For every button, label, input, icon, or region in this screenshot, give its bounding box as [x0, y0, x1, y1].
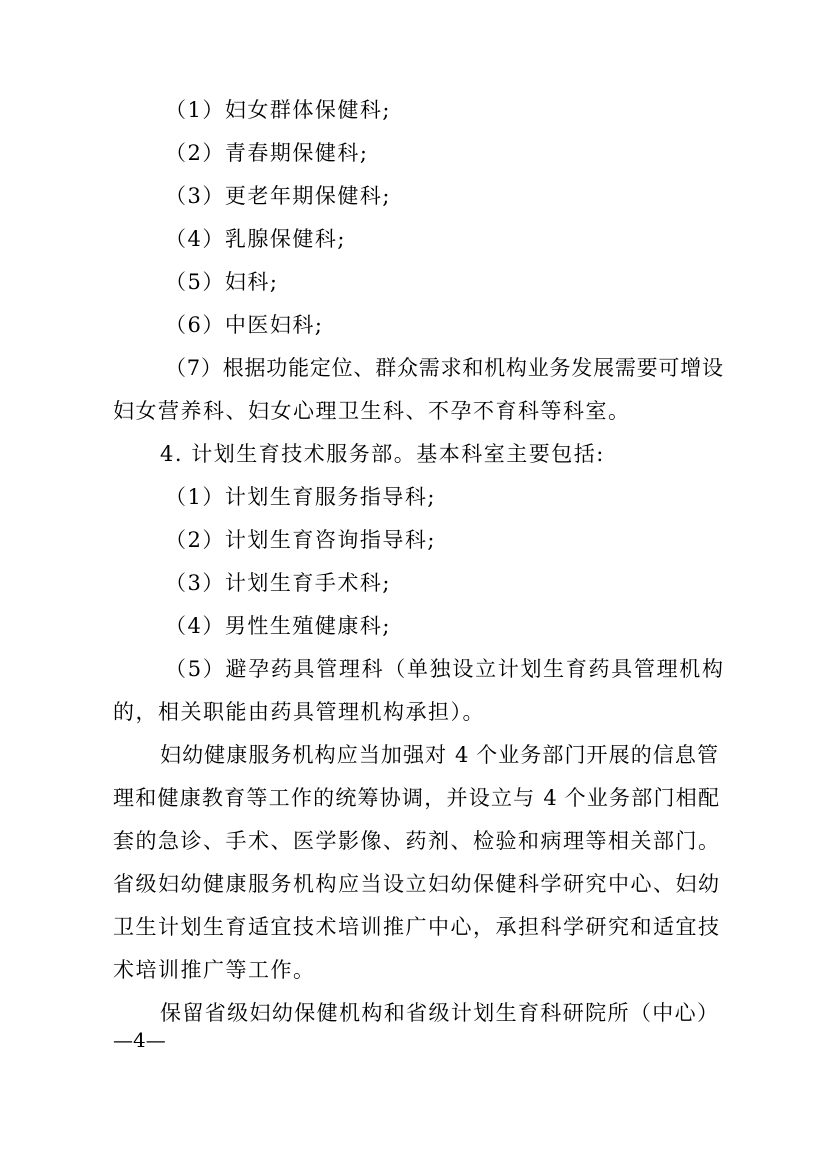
list-item: （5）妇科;	[165, 270, 279, 294]
page-number: —4—	[113, 1028, 166, 1052]
paragraph-line: 省级妇幼健康服务机构应当设立妇幼保健科学研究中心、妇幼	[113, 872, 719, 896]
list-item: （4）男性生殖健康科;	[165, 614, 391, 638]
paragraph-line: 卫生计划生育适宜技术培训推广中心，承担科学研究和适宜技	[113, 915, 719, 939]
section-heading: 4. 计划生育技术服务部。基本科室主要包括:	[160, 442, 605, 466]
list-item: （1）妇女群体保健科;	[165, 98, 391, 122]
paragraph-line: 理和健康教育等工作的统筹协调，并设立与 4 个业务部门相配	[113, 786, 719, 810]
paragraph-line: 妇幼健康服务机构应当加强对 4 个业务部门开展的信息管	[160, 743, 718, 767]
paragraph-line: 术培训推广等工作。	[113, 958, 316, 982]
list-item: （3）更老年期保健科;	[165, 184, 391, 208]
paragraph-line: 的，相关职能由药具管理机构承担）。	[113, 700, 485, 724]
list-item: （1）计划生育服务指导科;	[165, 485, 436, 509]
list-item: （4）乳腺保健科;	[165, 227, 346, 251]
paragraph-line: 妇女营养科、妇女心理卫生科、不孕不育科等科室。	[113, 399, 631, 423]
list-item: （5）避孕药具管理科（单独设立计划生育药具管理机构	[165, 657, 723, 681]
list-item: （3）计划生育手术科;	[165, 571, 391, 595]
list-item: （6）中医妇科;	[165, 313, 324, 337]
list-item: （7）根据功能定位、群众需求和机构业务发展需要可增设	[165, 356, 723, 380]
list-item: （2）青春期保健科;	[165, 141, 369, 165]
list-item: （2）计划生育咨询指导科;	[165, 528, 436, 552]
paragraph-line: 保留省级妇幼保健机构和省级计划生育科研院所（中心）	[160, 1001, 718, 1025]
paragraph-line: 套的急诊、手术、医学影像、药剂、检验和病理等相关部门。	[113, 829, 719, 853]
